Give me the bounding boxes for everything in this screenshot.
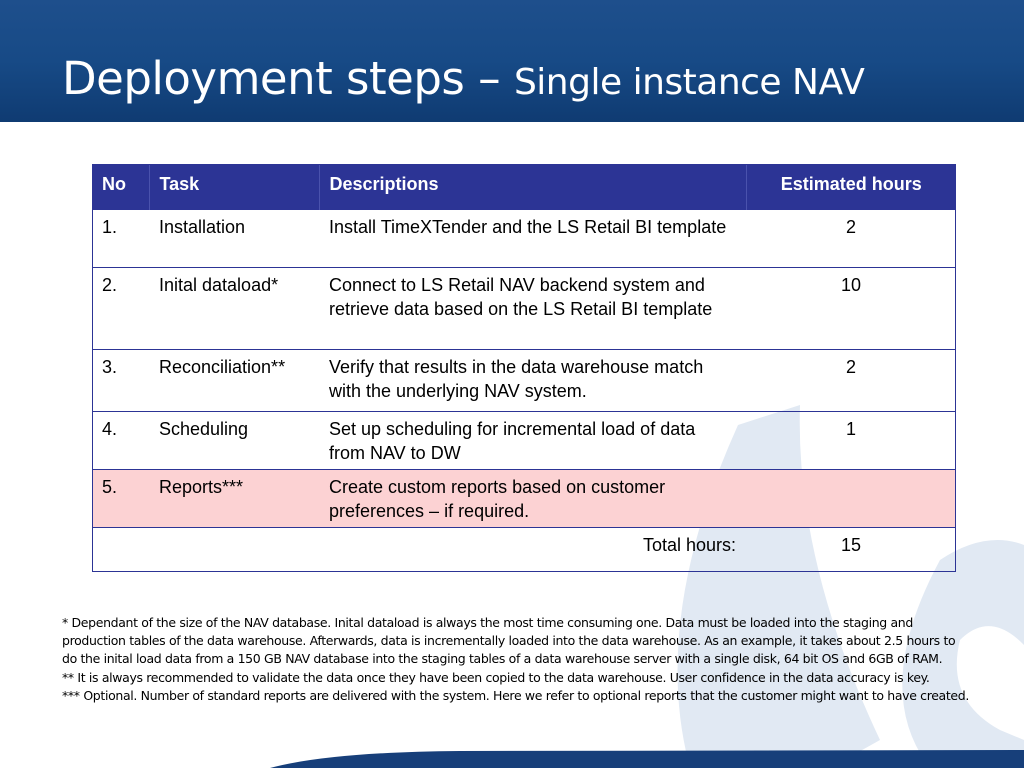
footnotes (62, 614, 972, 705)
row-no: 5. (92, 469, 149, 527)
row-hours: 1 (746, 411, 956, 469)
footnote-triple-star: *** Optional. Number of standard reports are delivered with the system. Here we refer to optional reports that the customer might want to have created. (62, 687, 969, 703)
deployment-steps-table (92, 164, 956, 567)
footnote-double-star: ** It is always recommended to validate the data once they have been copied to the data warehouse. User confidence in the data accuracy is key. (62, 669, 930, 685)
header-descriptions: Descriptions (319, 164, 746, 209)
header-task: Task (149, 164, 319, 209)
table-header-row (92, 164, 956, 209)
row-description: Create custom reports based on customer preferences – if required. (319, 469, 746, 527)
row-task: Installation (149, 209, 319, 267)
row-task: Inital dataload* (149, 267, 319, 349)
title-subtitle: Single instance NAV (513, 62, 865, 103)
table-row (92, 209, 956, 267)
total-hours-value: 15 (746, 527, 956, 567)
row-description: Install TimeXTender and the LS Retail BI template (319, 209, 746, 267)
row-no: 4. (92, 411, 149, 469)
row-hours: 2 (746, 349, 956, 411)
title-main: Deployment steps – (62, 52, 514, 105)
table-row-highlighted (92, 469, 956, 527)
header-estimated-hours: Estimated hours (746, 164, 956, 209)
row-no: 2. (92, 267, 149, 349)
table-row (92, 267, 956, 349)
row-hours: 2 (746, 209, 956, 267)
row-hours: 10 (746, 267, 956, 349)
row-task: Reports*** (149, 469, 319, 527)
footnote-single-star: * Dependant of the size of the NAV database. Inital dataload is always the most time consuming one. Data must be loaded into the staging and production tables of the data warehouse. Afterwards, data is incrementally loaded into the data warehouse. As an example, it takes about 2.5 hours to do the inital load data from a 150 GB NAV database into the staging tables of a data warehouse server with a single disk, 64 bit OS and 6GB of RAM. (62, 615, 956, 667)
row-description: Connect to LS Retail NAV backend system and retrieve data based on the LS Retail BI template (319, 267, 746, 349)
table-row (92, 349, 956, 411)
row-description: Verify that results in the data warehouse match with the underlying NAV system. (319, 349, 746, 411)
table-row (92, 411, 956, 469)
header-no: No (92, 164, 149, 209)
row-no: 3. (92, 349, 149, 411)
slide-title (62, 52, 864, 105)
row-description: Set up scheduling for incremental load of data from NAV to DW (319, 411, 746, 469)
table-total-row (92, 527, 956, 567)
row-task: Scheduling (149, 411, 319, 469)
row-no: 1. (92, 209, 149, 267)
row-hours (746, 469, 956, 527)
row-task: Reconciliation** (149, 349, 319, 411)
total-hours-label: Total hours: (92, 527, 746, 567)
